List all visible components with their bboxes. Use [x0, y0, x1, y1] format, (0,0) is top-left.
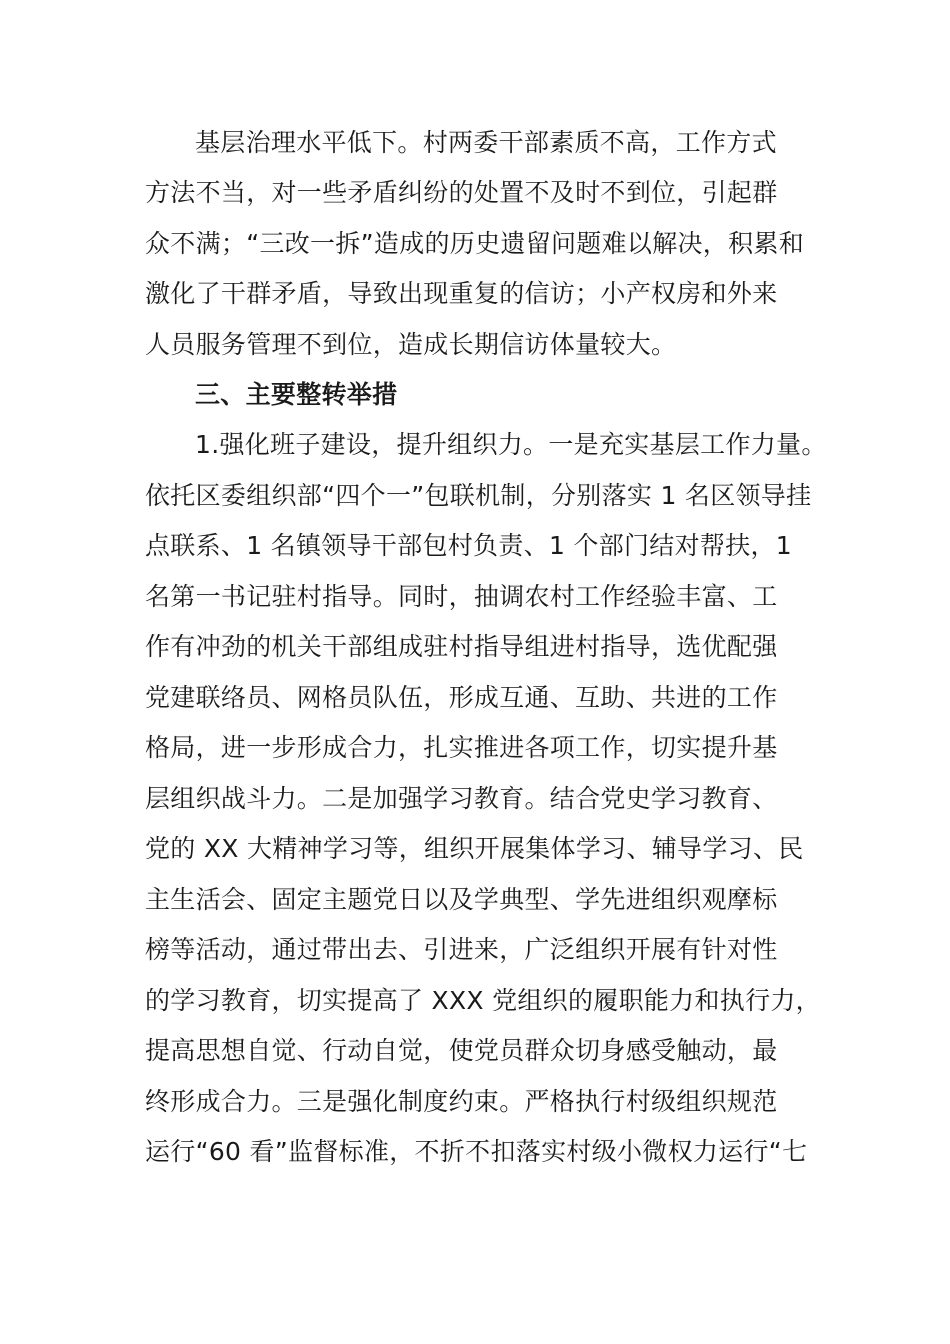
paragraph-line: 主生活会、固定主题党日以及学典型、学先进组织观摩标 [145, 885, 778, 914]
paragraph-line: 众不满；“三改一拆”造成的历史遗留问题难以解决，积累和 [145, 229, 805, 258]
paragraph-line: 终形成合力。三是强化制度约束。严格执行村级组织规范 [145, 1087, 778, 1116]
paragraph-line: 名第一书记驻村指导。同时，抽调农村工作经验丰富、工 [145, 582, 778, 611]
paragraph-line: 党建联络员、网格员队伍，形成互通、互助、共进的工作 [145, 683, 778, 712]
paragraph-line: 作有冲劲的机关干部组成驻村指导组进村指导，选优配强 [145, 632, 778, 661]
paragraph-line: 提高思想自觉、行动自觉，使党员群众切身感受触动，最 [145, 1036, 778, 1065]
section-heading: 三、主要整转举措 [195, 380, 398, 409]
paragraph-line: 运行“60 看”监督标准，不折不扣落实村级小微权力运行“七 [145, 1137, 808, 1166]
paragraph-line: 依托区委组织部“四个一”包联机制，分别落实 1 名区领导挂 [145, 481, 812, 510]
paragraph-line: 党的 XX 大精神学习等，组织开展集体学习、辅导学习、民 [145, 834, 804, 863]
paragraph-line: 榜等活动，通过带出去、引进来，广泛组织开展有针对性 [145, 935, 778, 964]
paragraph-line: 人员服务管理不到位，造成长期信访体量较大。 [145, 330, 677, 359]
paragraph-line: 层组织战斗力。二是加强学习教育。结合党史学习教育、 [145, 784, 778, 813]
paragraph-line: 的学习教育，切实提高了 XXX 党组织的履职能力和执行力， [145, 986, 821, 1015]
paragraph-line: 基层治理水平低下。村两委干部素质不高，工作方式 [195, 128, 777, 157]
paragraph-line: 点联系、1 名镇领导干部包村负责、1 个部门结对帮扶，1 [145, 531, 793, 560]
paragraph-line: 方法不当，对一些矛盾纠纷的处置不及时不到位，引起群 [145, 178, 778, 207]
paragraph-line: 格局，进一步形成合力，扎实推进各项工作，切实提升基 [145, 733, 778, 762]
paragraph-line: 激化了干群矛盾，导致出现重复的信访；小产权房和外来 [145, 279, 778, 308]
paragraph-line: 1.强化班子建设，提升组织力。一是充实基层工作力量。 [195, 430, 827, 459]
